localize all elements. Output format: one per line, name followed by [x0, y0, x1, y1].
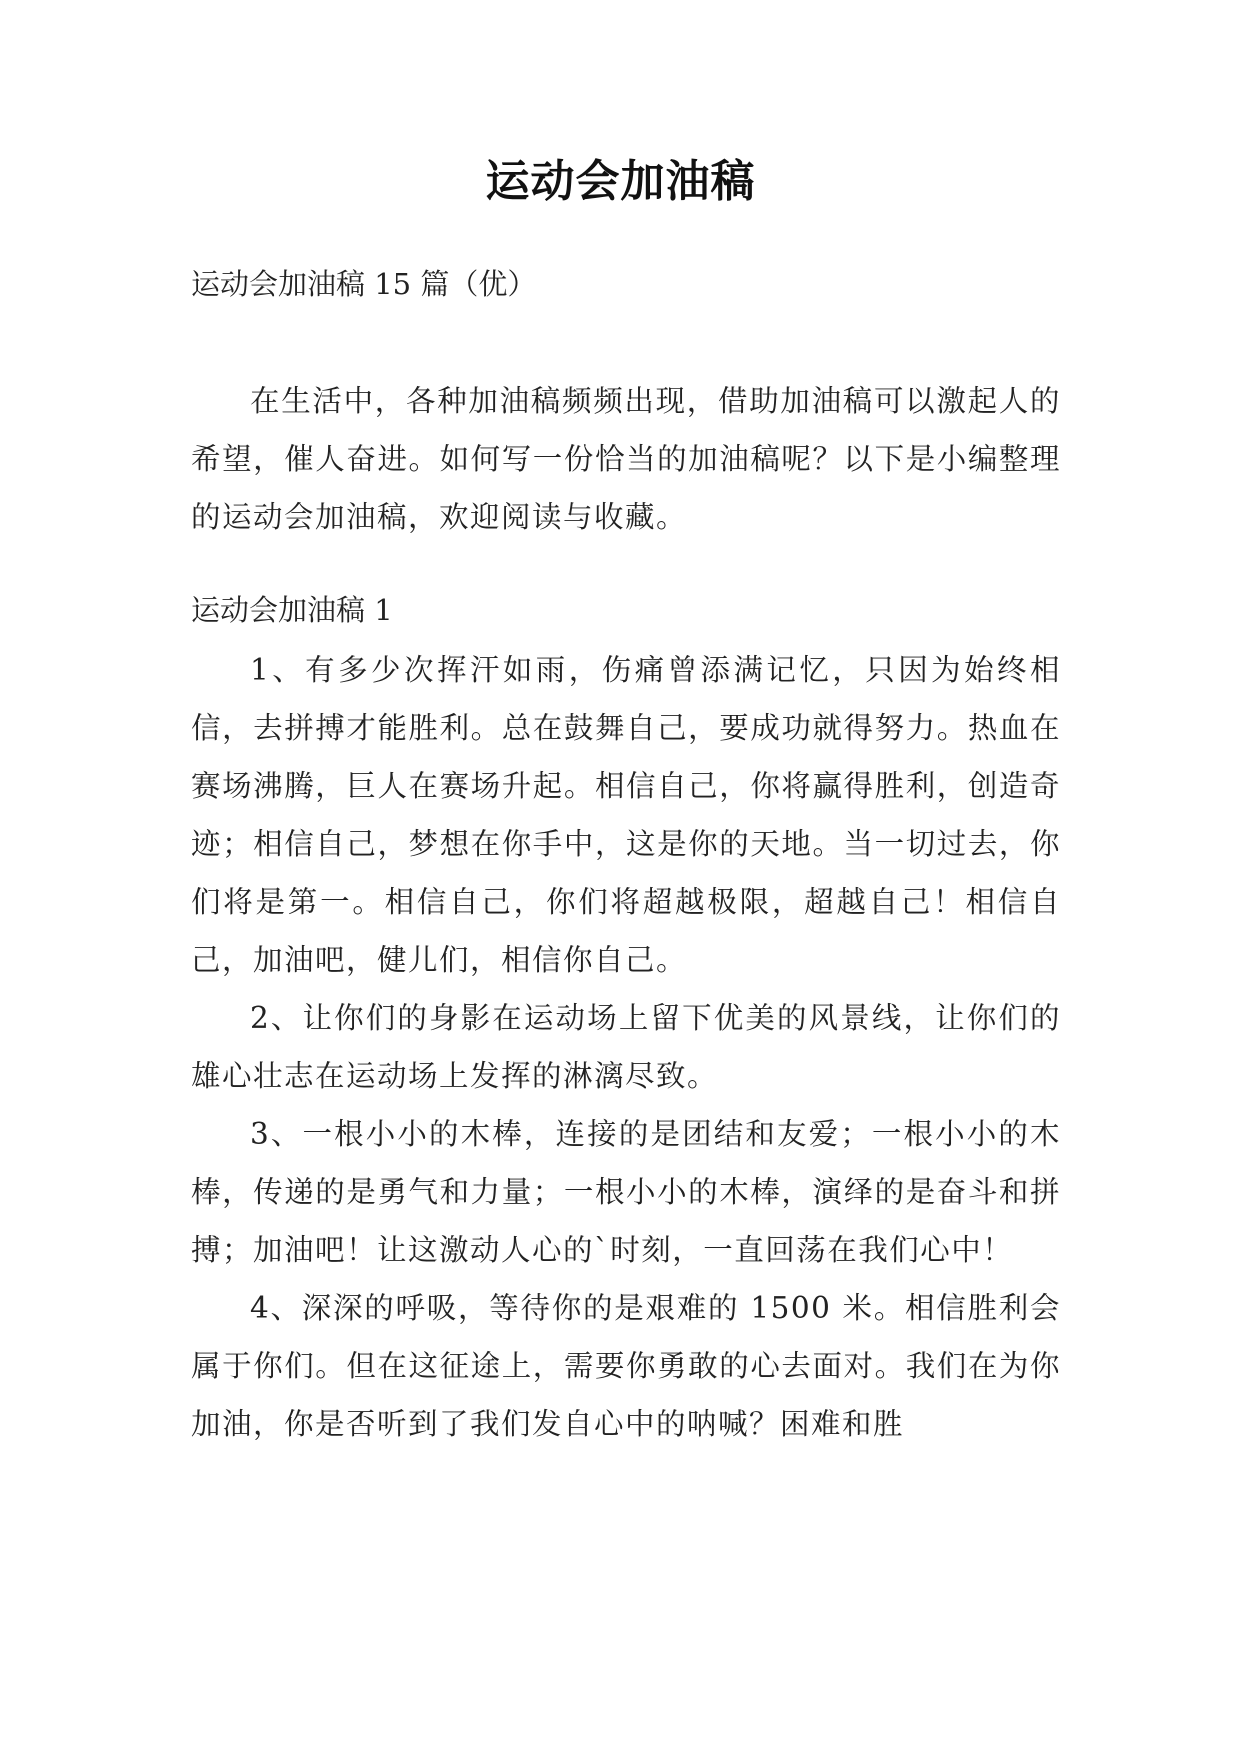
document-subtitle: 运动会加油稿 15 篇（优）	[191, 267, 537, 301]
body-paragraph-4: 4、深深的呼吸，等待你的是艰难的 1500 米。相信胜利会属于你们。但在这征途上，需要你勇敢的心去面对。我们在为你加油，你是否听到了我们发自心中的呐喊？困难和胜	[191, 1291, 1061, 1441]
body-paragraph-3: 3、一根小小的木棒，连接的是团结和友爱；一根小小的木棒，传递的是勇气和力量；一根小小的木棒，演绎的是奋斗和拼搏；加油吧！让这激动人心的`时刻，一直回荡在我们心中！	[191, 1117, 1061, 1267]
body-paragraph-1: 1、有多少次挥汗如雨，伤痛曾添满记忆，只因为始终相信，去拼搏才能胜利。总在鼓舞自己，要成功就得努力。热血在赛场沸腾，巨人在赛场升起。相信自己，你将赢得胜利，创造奇迹；相信自己，梦想在你手中，这是你的天地。当一切过去，你们将是第一。相信自己，你们将超越极限，超越自己！相信自己，加油吧，健儿们，相信你自己。	[191, 653, 1061, 977]
section-heading: 运动会加油稿 1	[191, 593, 393, 627]
intro-paragraph: 在生活中，各种加油稿频频出现，借助加油稿可以激起人的希望，催人奋进。如何写一份恰当的加油稿呢？以下是小编整理的运动会加油稿，欢迎阅读与收藏。	[191, 384, 1061, 534]
body-paragraph-2: 2、让你们的身影在运动场上留下优美的风景线，让你们的雄心壮志在运动场上发挥的淋漓尽致。	[191, 1001, 1061, 1093]
document-title: 运动会加油稿	[485, 156, 756, 207]
document-body	[191, 264, 1061, 1453]
